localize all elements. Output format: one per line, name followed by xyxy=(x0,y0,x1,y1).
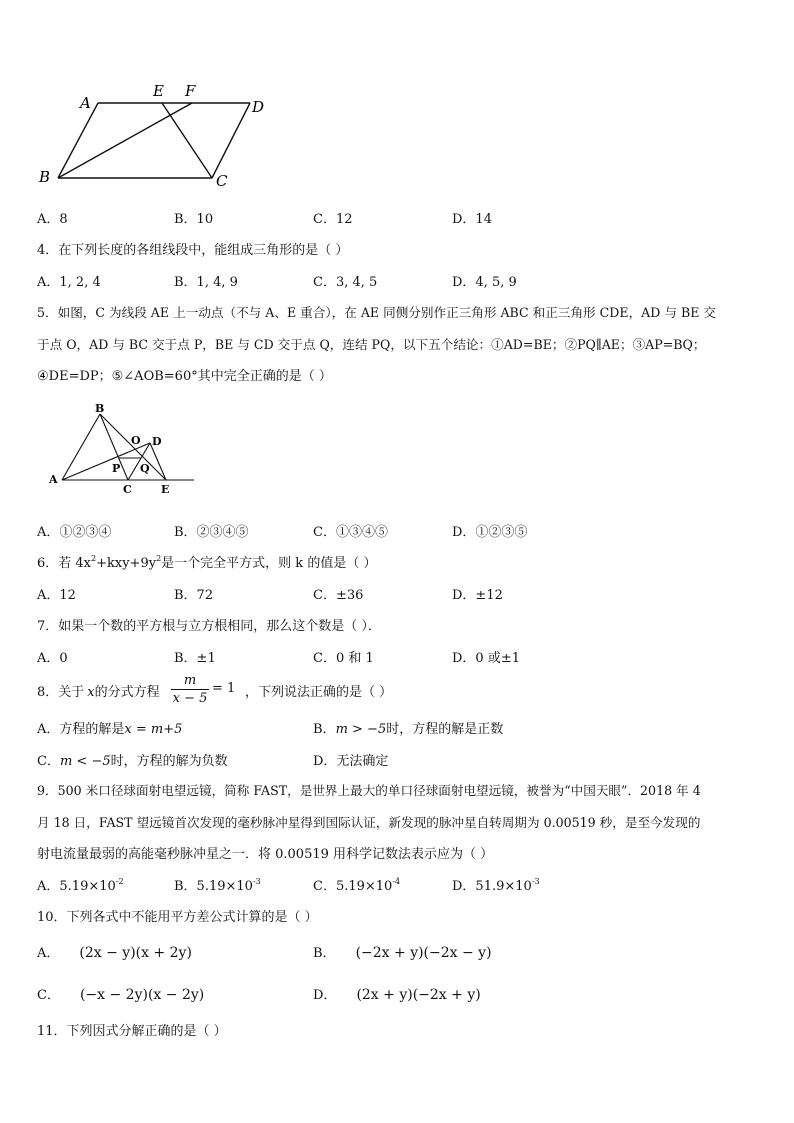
q10-option-d[interactable] xyxy=(313,984,481,1003)
q7-option-a[interactable]: A．0 xyxy=(37,651,68,666)
segment-DE xyxy=(150,443,166,480)
q4-option-d[interactable]: D．4, 5, 9 xyxy=(452,275,517,290)
q6-option-c[interactable]: C．±36 xyxy=(313,588,364,603)
q6-option-b[interactable]: B．72 xyxy=(174,588,214,603)
q7-stem: 7．如果一个数的平方根与立方根相同，那么这个数是（ ）． xyxy=(37,619,381,634)
parallelogram-figure xyxy=(30,78,280,193)
q8-stem-suffix: ，下列说法正确的是（ ） xyxy=(245,685,393,700)
q8-option-c[interactable] xyxy=(37,750,228,769)
q4-option-b[interactable]: B．1, 4, 9 xyxy=(174,275,238,290)
q7-option-b[interactable]: B．±1 xyxy=(174,651,216,666)
q6-stem-suffix: 是一个完全平方式，则 k 的值是（ ） xyxy=(161,556,377,571)
label-E: E xyxy=(161,483,170,496)
q9-option-c-base: C．5.19×10 xyxy=(313,879,393,894)
q4-stem: 4．在下列长度的各组线段中，能组成三角形的是（ ） xyxy=(37,243,349,258)
label-Q: Q xyxy=(140,462,150,475)
q5-option-a[interactable]: A．①②③④ xyxy=(37,525,112,540)
q10-option-c-label: C． xyxy=(37,988,60,1003)
q3-option-b[interactable]: B．10 xyxy=(174,212,214,227)
q8-option-b[interactable] xyxy=(313,718,503,737)
q10-option-b[interactable] xyxy=(313,942,492,961)
q10-option-a-label: A． xyxy=(37,946,60,961)
q8-option-b-math: m > −5 xyxy=(335,722,387,737)
q8-numerator: m xyxy=(171,673,209,690)
q3-option-c[interactable]: C．12 xyxy=(313,212,353,227)
q9-option-a-base: A．5.19×10 xyxy=(37,879,116,894)
q5-stem-line2: 于点 O，AD 与 BC 交于点 P，BE 与 CD 交于点 Q，连结 PQ，以下五个结论：①AD=BE；②PQ∥AE；③AP=BQ； xyxy=(37,337,706,352)
q8-equals: = 1 xyxy=(212,681,236,696)
label-F: F xyxy=(185,82,196,100)
q9-option-c[interactable] xyxy=(313,875,400,894)
q6-stem-mid: +kxy+9y xyxy=(96,556,157,571)
q6-stem-prefix: 6．若 4x xyxy=(37,556,92,571)
q5-option-b[interactable]: B．②③④⑤ xyxy=(174,525,249,540)
q9-option-c-exp: -4 xyxy=(392,877,401,886)
q9-stem-line1: 9．500 米口径球面射电望远镜，简称 FAST，是世界上最大的单口径球面射电望远镜，被誉为“中国天眼”．2018 年 4 xyxy=(37,783,701,798)
q6-exp-1: 2 xyxy=(91,554,97,563)
q4-option-c[interactable]: C．3, 4, 5 xyxy=(313,275,378,290)
label-C: C xyxy=(216,172,228,190)
segment-AD xyxy=(62,443,150,480)
q8-option-b-text: 时，方程的解是正数 xyxy=(386,722,504,737)
q7-option-c[interactable]: C．0 和 1 xyxy=(313,651,374,666)
label-P: P xyxy=(112,462,121,475)
q6-exp-2: 2 xyxy=(156,554,162,563)
label-E: E xyxy=(153,82,164,100)
q9-option-d-exp: -3 xyxy=(531,877,540,886)
q10-option-b-label: B． xyxy=(313,946,336,961)
q10-option-d-label: D． xyxy=(313,988,337,1003)
q5-stem-line1: 5．如图，C 为线段 AE 上一动点（不与 A、E 重合），在 AE 同侧分别作正三角形 ABC 和正三角形 CDE，AD 与 BE 交 xyxy=(37,305,717,320)
q9-option-d-base: D．51.9×10 xyxy=(452,879,532,894)
q10-option-b-expr: (−2x + y)(−2x − y) xyxy=(355,945,492,961)
q8-option-c-label: C． xyxy=(37,754,60,769)
q9-option-b-exp: -3 xyxy=(252,877,261,886)
q8-option-a-math: x = m+5 xyxy=(124,722,183,737)
label-D: D xyxy=(152,435,162,448)
q8-denominator: x − 5 xyxy=(172,691,208,706)
q7-option-d[interactable]: D．0 或±1 xyxy=(452,651,520,666)
q10-option-d-expr: (2x + y)(−2x + y) xyxy=(356,987,481,1003)
q8-mid-text: 的分式方程 xyxy=(94,685,160,700)
q8-prefix-text: 8．关于 xyxy=(37,685,85,700)
label-A: A xyxy=(49,473,58,486)
label-D: D xyxy=(252,98,265,116)
label-B: B xyxy=(95,402,105,415)
label-O: O xyxy=(131,434,141,447)
q8-option-a-label: A．方程的解是 xyxy=(37,722,125,737)
q9-option-a-exp: -2 xyxy=(115,877,124,886)
q4-option-a[interactable]: A．1, 2, 4 xyxy=(37,275,101,290)
q6-option-d[interactable]: D．±12 xyxy=(452,588,503,603)
q3-option-a[interactable]: A．8 xyxy=(37,212,68,227)
label-B: B xyxy=(39,168,51,186)
q9-option-d[interactable] xyxy=(452,875,540,894)
q8-option-c-math: m < −5 xyxy=(59,754,111,769)
label-C: C xyxy=(123,483,132,496)
q10-option-c-expr: (−x − 2y)(x − 2y) xyxy=(79,987,205,1003)
q10-option-a-expr: (2x − y)(x + 2y) xyxy=(79,945,192,961)
q5-stem-line3: ④DE=DP；⑤∠AOB=60°其中完全正确的是（ ） xyxy=(37,369,332,384)
q8-option-c-text: 时，方程的解为负数 xyxy=(110,754,228,769)
triangles-figure xyxy=(44,402,204,498)
q9-stem-line2: 月 18 日，FAST 望远镜首次发现的毫秒脉冲星得到国际认证，新发现的脉冲星自转周期为 0.00519 秒，是至今发现的 xyxy=(37,815,701,830)
q8-fraction xyxy=(171,673,209,707)
q10-stem: 10．下列各式中不能用平方差公式计算的是（ ） xyxy=(37,910,318,925)
q5-option-d[interactable]: D．①②③⑤ xyxy=(452,525,528,540)
q8-option-a[interactable] xyxy=(37,718,182,737)
q8-option-d[interactable]: D．无法确定 xyxy=(313,754,389,769)
q6-stem xyxy=(37,552,376,571)
segment-AB xyxy=(62,414,100,480)
q10-option-c[interactable] xyxy=(37,984,204,1003)
q10-option-a[interactable] xyxy=(37,942,192,961)
label-A: A xyxy=(80,94,91,112)
q11-stem: 11．下列因式分解正确的是（ ） xyxy=(37,1024,227,1039)
q8-stem-prefix xyxy=(37,681,160,700)
q6-option-a[interactable]: A．12 xyxy=(37,588,76,603)
segment-EC xyxy=(162,103,212,178)
q9-option-b[interactable] xyxy=(174,875,261,894)
q9-option-b-base: B．5.19×10 xyxy=(174,879,253,894)
segment-DC xyxy=(212,103,250,178)
q3-option-d[interactable]: D．14 xyxy=(452,212,492,227)
q9-stem-line3: 射电流量最弱的高能毫秒脉冲星之一．将 0.00519 用科学记数法表示应为（ ） xyxy=(37,847,494,862)
q8-option-b-label: B． xyxy=(313,722,336,737)
q9-option-a[interactable] xyxy=(37,875,124,894)
q5-option-c[interactable]: C．①③④⑤ xyxy=(313,525,388,540)
q8-var: x xyxy=(87,685,95,700)
